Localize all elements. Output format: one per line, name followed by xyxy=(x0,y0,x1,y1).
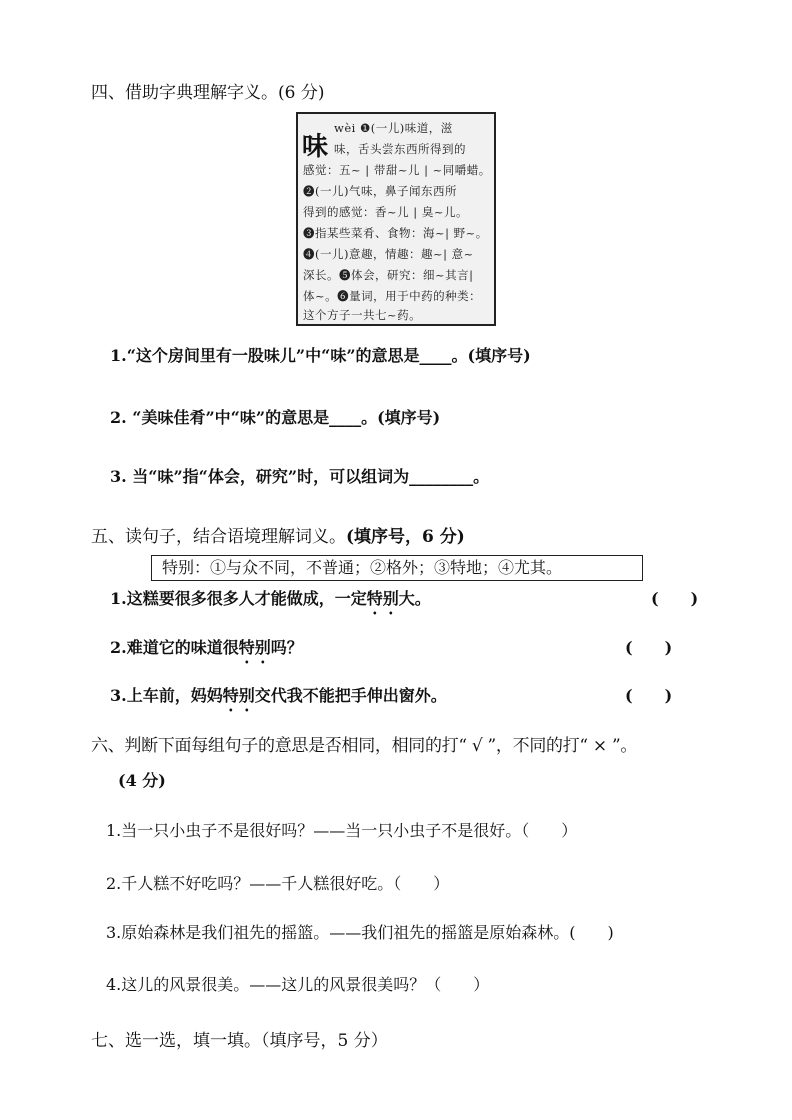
dictionary-line: ❷(一儿)气味，鼻子闻东西所 xyxy=(303,184,457,198)
section6-score: (4 分) xyxy=(118,771,166,790)
item-text: 1.这糕要很多很多人才能做成，一定 xyxy=(110,589,367,608)
answer-paren[interactable]: ( ) xyxy=(651,589,699,608)
answer-paren[interactable]: ( ) xyxy=(625,686,673,705)
dictionary-line: wèi ❶(一儿)味道，滋 xyxy=(334,121,453,135)
section6-item-4: 4.这儿的风景很美。——这儿的风景很美吗？（ ） xyxy=(106,975,490,994)
dictionary-line: 这个方子一共七~药。 xyxy=(303,308,422,322)
section4-question-3: 3. 当“味”指“体会，研究”时，可以组词为________。 xyxy=(110,467,490,486)
dictionary-char: 味 xyxy=(302,132,329,162)
item-text: 大。 xyxy=(398,589,431,608)
dictionary-line: 味，舌头尝东西所得到的 xyxy=(334,142,466,156)
section5-item-2 xyxy=(110,635,303,667)
dictionary-line: 深长。❺体会，研究：细~其言| xyxy=(303,268,474,282)
dictionary-line: 感觉：五~ | 带甜~儿 | ~同嚼蜡。 xyxy=(303,163,491,177)
section5-title-note: (填序号，6 分) xyxy=(346,527,465,547)
emphasized-word: 特别 xyxy=(366,589,399,608)
section7-title: 七、选一选，填一填。（填序号，5 分） xyxy=(91,1031,388,1051)
dictionary-line: 得到的感觉：香~儿 | 臭~儿。 xyxy=(303,205,468,219)
dictionary-line: 体~。❻量词，用于中药的种类： xyxy=(303,289,482,303)
dictionary-line: ❹(一儿)意趣，情趣：趣~| 意~ xyxy=(303,247,474,261)
answer-paren[interactable]: ( ) xyxy=(625,638,673,657)
item-text: 3.上车前，妈妈 xyxy=(110,686,223,705)
section4-question-1: 1.“这个房间里有一股味儿”中“味”的意思是____。(填序号) xyxy=(110,346,531,365)
section6-item-2: 2.千人糕不好吃吗？——千人糕很好吃。（ ） xyxy=(106,874,450,893)
section4-question-2: 2. “美味佳肴”中“味”的意思是____。(填序号) xyxy=(110,408,441,427)
section5-item-1 xyxy=(110,586,431,618)
definition-box: 特别：①与众不同，不普通；②格外；③特地；④尤其。 xyxy=(151,555,643,581)
section6-item-1: 1.当一只小虫子不是很好吗？——当一只小虫子不是很好。（ ） xyxy=(106,821,578,840)
item-text: 吗？ xyxy=(270,638,303,657)
item-text: 2.难道它的味道很 xyxy=(110,638,239,657)
section6-item-3: 3.原始森林是我们祖先的摇篮。——我们祖先的摇篮是原始森林。( ) xyxy=(106,923,614,942)
section5-title xyxy=(91,522,465,547)
emphasized-word: 特别 xyxy=(238,638,271,657)
emphasized-word: 特别 xyxy=(222,686,255,705)
section5-item-3 xyxy=(110,683,447,715)
section5-title-main: 五、读句子，结合语境理解词义。 xyxy=(91,527,346,547)
section4-title: 四、借助字典理解字义。(6 分) xyxy=(91,83,325,103)
section6-title: 六、判断下面每组句子的意思是否相同，相同的打“ √ ”，不同的打“ × ”。 xyxy=(91,736,638,756)
dictionary-line: ❸指某些菜肴、食物：海~| 野~。 xyxy=(303,226,488,240)
item-text: 交代我不能把手伸出窗外。 xyxy=(254,686,447,705)
dictionary-entry-box xyxy=(296,112,496,326)
